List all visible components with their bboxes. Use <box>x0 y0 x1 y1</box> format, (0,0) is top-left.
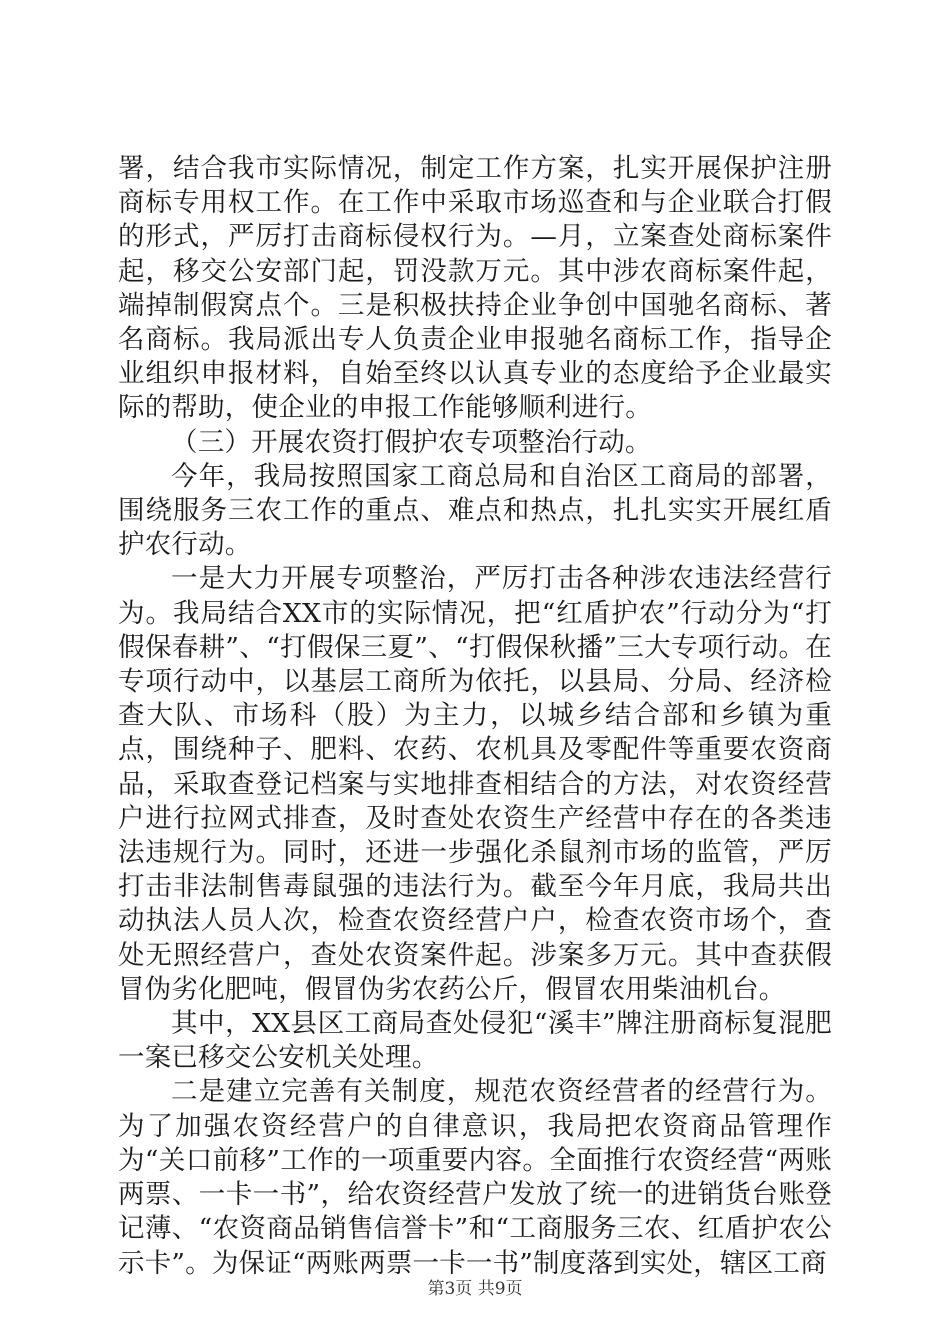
section-heading-3: （三）开展农资打假护农专项整治行动。 <box>171 426 652 458</box>
paragraph-point-one: 一是大力开展专项整治，严厉打击各种涉农违法经营行为。我局结合XX市的实际情况，把“红盾护农”行动分为“打假保春耕”、“打假保三夏”、“打假保秋播”三大专项行动。在专项行动中，以基层工商所为依托，以县局、分局、经济检查大队、市场科（股）为主力，以城乡结合部和乡镇为重点，围绕种子、肥料、农药、农机具及零配件等重要农资商品，采取查登记档案与实地排查相结合的方法，对农资经营户进行拉网式排查，及时查处农资生产经营中存在的各类违法违规行为。同时，还进一步强化杀鼠剂市场的监管，严厉打击非法制售毒鼠强的违法行为。截至今年月底，我局共出动执法人员人次，检查农资经营户户，检查农资市场个，查处无照经营户，查处农资案件起。涉案多万元。其中查获假冒伪劣化肥吨，假冒伪劣农药公斤，假冒农用柴油机台。 <box>118 563 832 1005</box>
paragraph-this-year: 今年，我局按照国家工商总局和自治区工商局的部署，围绕服务三农工作的重点、难点和热点，扎扎实实开展红盾护农行动。 <box>118 460 832 561</box>
paragraph-point-two: 二是建立完善有关制度，规范农资经营者的经营行为。为了加强农资经营户的自律意识，我局把农资商品管理作为“关口前移”工作的一项重要内容。全面推行农资经营“两账两票、一卡一书”，给农资经营户发放了统一的进销货台账登记薄、“农资商品销售信誉卡”和“工商服务三农、红盾护农公示卡”。为保证“两账两票一卡一书”制度落到实处，辖区工商 <box>118 1076 832 1279</box>
body-text <box>118 152 832 1281</box>
paragraph-county-case: 其中，XX县区工商局查处侵犯“溪丰”牌注册商标复混肥一案已移交公安机关处理。 <box>118 1008 832 1074</box>
paragraph-trademark-continued: 署，结合我市实际情况，制定工作方案，扎实开展保护注册商标专用权工作。在工作中采取市场巡查和与企业联合打假的形式，严厉打击商标侵权行为。—月，立案查处商标案件起，移交公安部门起，罚没款万元。其中涉农商标案件起，端掉制假窝点个。三是积极扶持企业争创中国驰名商标、著名商标。我局派出专人负责企业申报驰名商标工作，指导企业组织申报材料，自始至终以认真专业的态度给予企业最实际的帮助，使企业的申报工作能够顺利进行。 <box>118 153 832 424</box>
page-footer: 第3页 共9页 <box>427 1279 523 1299</box>
